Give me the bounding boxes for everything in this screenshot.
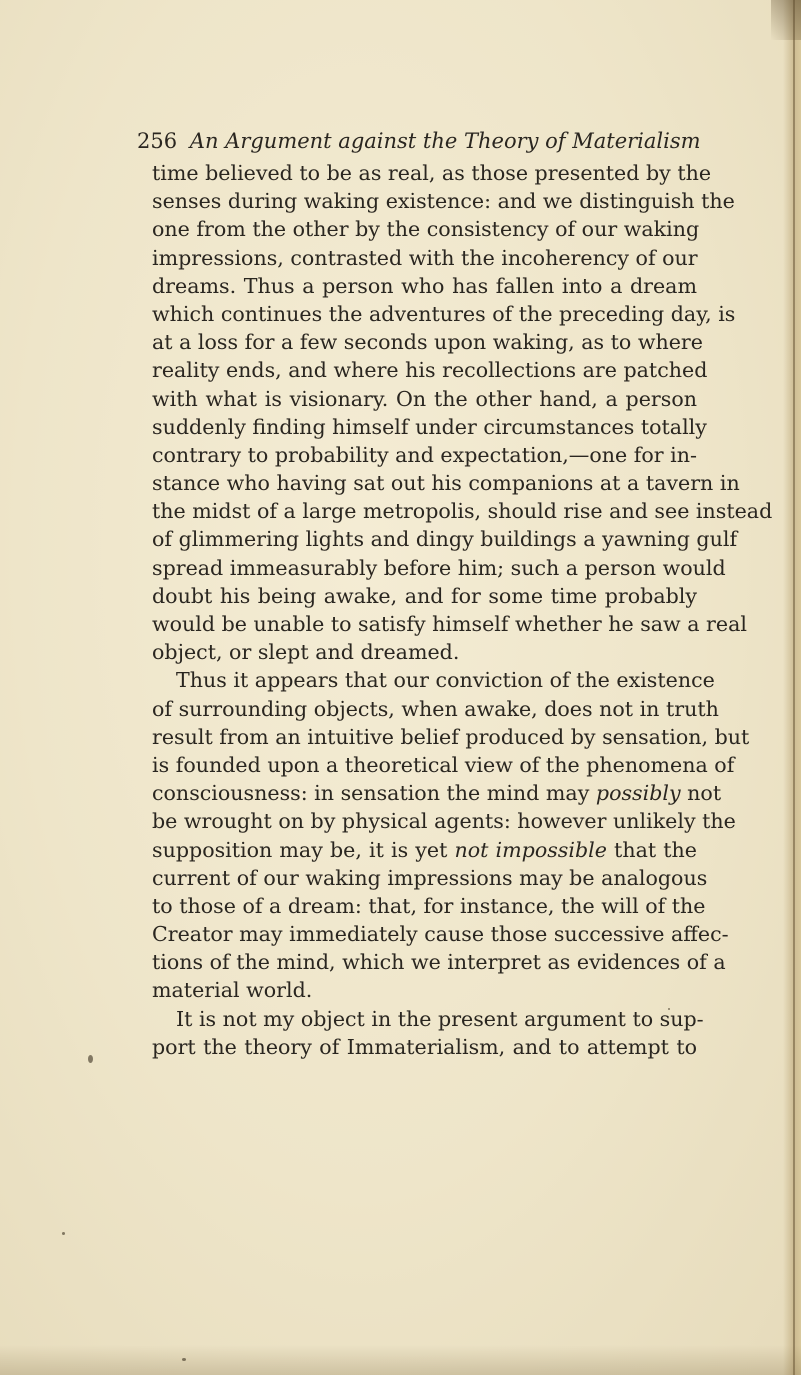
text-line: dreams. Thus a person who has fallen into a dream	[152, 273, 697, 298]
text-line: tions of the mind, which we interpret as evidences of a	[152, 950, 726, 975]
page-edge-shadow	[783, 0, 801, 1375]
emphasis-not-impossible: not impossible	[454, 837, 607, 862]
text-line: would be unable to satisfy himself whether he saw a real	[152, 612, 747, 636]
text-line: current of our waking impressions may be analogous	[152, 865, 708, 890]
text-line: spread immeasurably before him; such a person would	[152, 555, 726, 580]
text-line: stance who having sat out his companions at a tavern in	[152, 471, 740, 496]
text-line: is founded upon a theoretical view of the phenomena of	[152, 752, 735, 777]
text-run: supposition may be, it is yet	[152, 837, 455, 862]
text-line: impressions, contrasted with the incoherency of our	[152, 245, 698, 270]
text-run: consciousness: in sensation the mind may	[152, 781, 596, 806]
body-text	[152, 159, 773, 1061]
text-run: not	[680, 781, 722, 806]
text-line: time believed to be as real, as those presented by the	[152, 161, 712, 185]
page-corner-shadow	[771, 0, 801, 40]
text-line: of glimmering lights and dingy buildings a yawning gulf	[152, 527, 738, 552]
text-line	[152, 779, 722, 807]
text-line: be wrought on by physical agents: however unlikely the	[152, 809, 736, 834]
running-header	[137, 127, 701, 155]
text-line: with what is visionary. On the other hand, a person	[152, 386, 697, 411]
paragraph-start-line: Thus it appears that our conviction of the existence	[176, 668, 715, 693]
page-bottom-shadow	[0, 1345, 801, 1375]
text-line: which continues the adventures of the preceding day, is	[152, 301, 736, 326]
page-edge-line	[793, 0, 795, 1375]
text-line: reality ends, and where his recollections are patched	[152, 358, 708, 383]
paragraph-start-line: It is not my object in the present argument to sup-	[176, 1006, 704, 1031]
text-line: senses during waking existence: and we distinguish the	[152, 189, 735, 214]
text-line: result from an intuitive belief produced by sensation, but	[152, 724, 750, 749]
paragraph-end-line: object, or slept and dreamed.	[152, 640, 460, 665]
paragraph-end-line: material world.	[152, 978, 313, 1003]
text-line: at a loss for a few seconds upon waking, as to where	[152, 330, 703, 355]
text-line: doubt his being awake, and for some time probably	[152, 583, 697, 608]
text-line: Creator may immediately cause those successive affec-	[152, 922, 729, 947]
text-line: suddenly finding himself under circumstances totally	[152, 414, 707, 439]
emphasis-possibly: possibly	[595, 781, 681, 806]
text-run: that the	[606, 837, 697, 862]
text-line	[152, 836, 697, 864]
running-title: An Argument against the Theory of Materialism	[189, 129, 701, 153]
text-line: contrary to probability and expectation,—one for in-	[152, 442, 697, 467]
text-line: of surrounding objects, when awake, does not in truth	[152, 696, 719, 721]
text-line: one from the other by the consistency of our waking	[152, 217, 700, 242]
text-line: port the theory of Immaterialism, and to attempt to	[152, 1034, 697, 1059]
text-line: to those of a dream: that, for instance, the will of the	[152, 893, 706, 918]
text-line: the midst of a large metropolis, should rise and see instead	[152, 499, 773, 524]
page-number: 256	[137, 129, 178, 153]
